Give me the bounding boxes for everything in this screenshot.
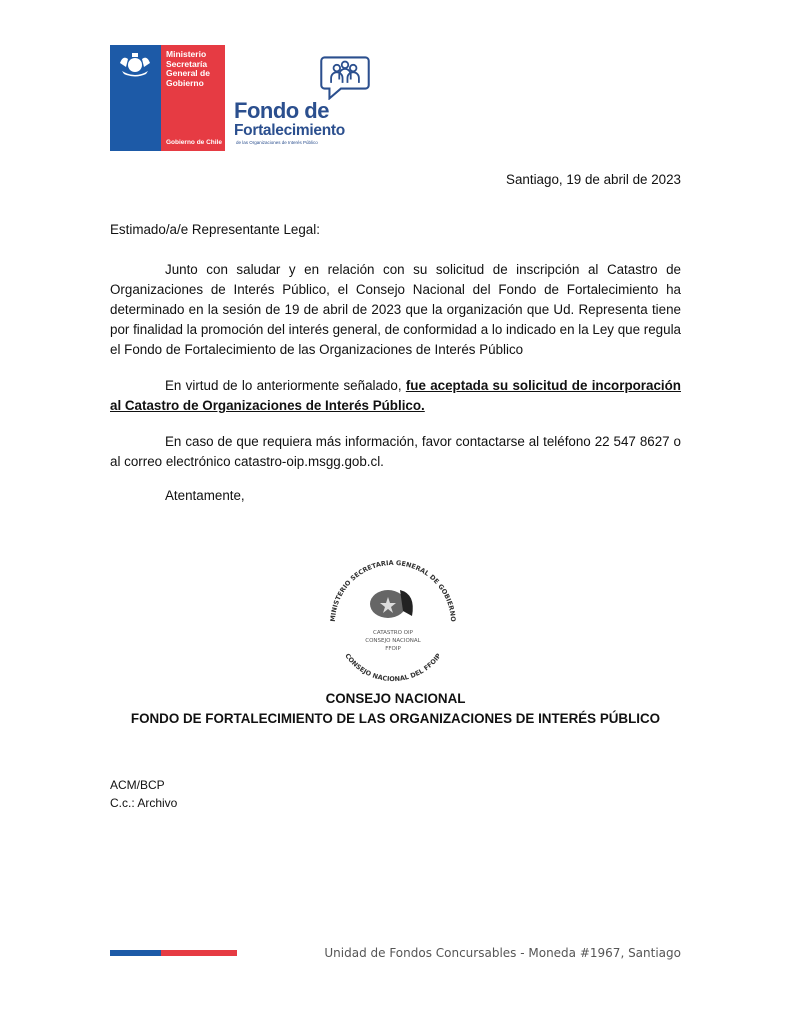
signature-line-2: FONDO DE FORTALECIMIENTO DE LAS ORGANIZACIONES DE INTERÉS PÚBLICO <box>130 711 661 726</box>
people-speech-bubble-icon <box>314 55 376 100</box>
stamp-inner-2: CONSEJO NACIONAL <box>365 638 421 644</box>
stamp-inner-3: FFOIP <box>385 646 401 652</box>
stamp-outer-text: MINISTERIO SECRETARIA GENERAL DE GOBIERNO <box>328 558 458 623</box>
initials: ACM/BCP <box>110 778 165 792</box>
fondo-fortalecimiento-logo <box>234 55 384 150</box>
stamp-inner-1: CATASTRO OIP <box>373 630 413 636</box>
acceptance-notice: fue aceptada su solicitud de incorporación al Catastro de Organizaciones de Interés Público. <box>110 378 681 413</box>
paragraph-2-lead: En virtud de lo anteriormente señalado, <box>165 378 406 393</box>
ministry-name-1: Ministerio <box>166 49 207 59</box>
signature-line-1: CONSEJO NACIONAL <box>325 691 466 706</box>
footer-address: Unidad de Fondos Concursables - Moneda #1967, Santiago <box>324 946 681 960</box>
closing: Atentamente, <box>165 488 245 503</box>
paragraph-1: Junto con saludar y en relación con su solicitud de inscripción al Catastro de Organizaciones de Interés Público, el Consejo Nacional del Fondo de Fortalecimiento ha determinado en la sesión de 19 de abril de 2023 que la organización que Ud. Representa tiene por finalidad la promoción del interés general, de conformidad a lo indicado en la Ley que regula el Fondo de Fortalecimiento de las Organizaciones de Interés Público <box>110 262 681 357</box>
svg-text:CONSEJO NACIONAL DEL FFOIP <box>343 652 443 683</box>
paragraph-2 <box>110 376 681 416</box>
carbon-copy: C.c.: Archivo <box>110 796 178 810</box>
logo-text-subtitle: de las Organizaciones de Interés Público <box>236 140 318 145</box>
coat-of-arms-icon <box>110 45 161 151</box>
footer-bar-blue <box>110 950 161 956</box>
stamp-bottom-text: CONSEJO NACIONAL DEL FFOIP <box>343 651 443 684</box>
letter-body <box>110 170 681 506</box>
official-stamp <box>318 558 468 686</box>
gobierno-de-chile-logo <box>110 45 225 151</box>
gobierno-de-chile-label: Gobierno de Chile <box>166 139 222 146</box>
ministry-name-3: General de <box>166 68 210 78</box>
logo-text-fortalecimiento: Fortalecimiento <box>234 122 345 139</box>
greeting: Estimado/a/e Representante Legal: <box>110 222 320 237</box>
ministry-name-2: Secretaría <box>166 58 208 69</box>
letter-date: Santiago, 19 de abril de 2023 <box>506 172 681 187</box>
paragraph-3: En caso de que requiera más información, favor contactarse al teléfono 22 547 8627 o al correo electrónico catastro-oip.msgg.gob.cl. <box>110 434 681 469</box>
logo-text-fondo: Fondo de <box>234 98 329 123</box>
ministry-name-4: Gobierno <box>166 77 204 88</box>
stamp-crest-icon <box>370 590 413 618</box>
footer-bar-red <box>161 950 237 956</box>
